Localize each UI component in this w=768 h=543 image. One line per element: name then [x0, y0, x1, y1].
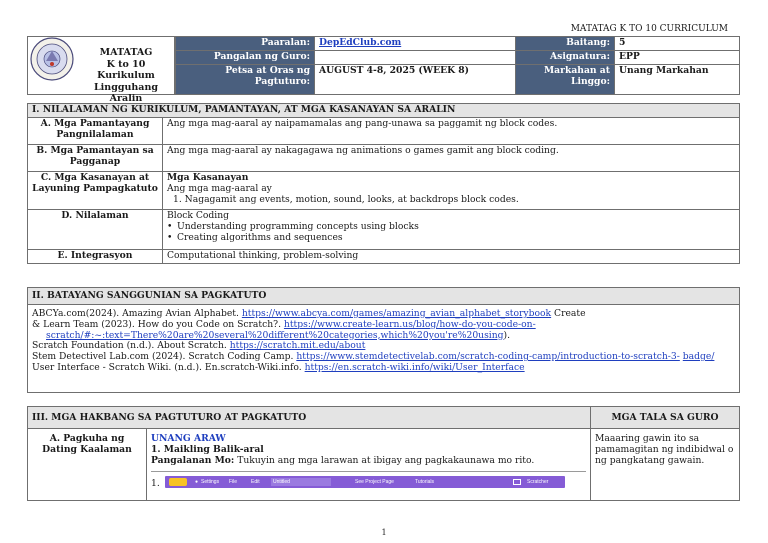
header-title-kurikulum: K to 10 Kurikulum — [97, 58, 155, 81]
baitang-label: Baitang: — [516, 37, 615, 51]
row-c-title: Mga Kasanayan — [167, 172, 249, 183]
instr-bold: Pangalanan Mo: — [151, 455, 235, 466]
petsa-label: Petsa at Oras ng Pagtuturo: — [176, 65, 315, 95]
ref2-link[interactable]: https://www.create-learn.us/blog/how-do-you-code-on- — [283, 318, 536, 330]
folder-icon — [513, 479, 521, 485]
row-c-label: C. Mga Kasanayan at Layuning Pampagkatuto — [28, 172, 163, 210]
a-label: A. Pagkuha ng Dating Kaalaman — [28, 429, 147, 501]
guro-value — [315, 51, 516, 65]
markahan-label: Markahan at Linggo: — [516, 65, 615, 95]
curriculum-tag: MATATAG K TO 10 CURRICULUM — [570, 24, 728, 34]
ref3-text: Scratch Foundation (n.d.). About Scratch. — [32, 340, 227, 352]
toolbar-user: Scratcher — [527, 479, 549, 485]
section2-box — [27, 287, 740, 393]
row-c-item: 1. Nagagamit ang events, motion, sound, looks, at backdrops block codes. — [173, 194, 519, 205]
ref2-text: & Learn Team (2023). How do you Code on Scratch?. — [32, 318, 281, 330]
scratch-toolbar-image — [165, 476, 565, 488]
toolbar-edit: Edit — [251, 479, 260, 485]
row-e-text: Computational thinking, problem-solving — [163, 250, 740, 264]
row-d-bullet: • Creating algorithms and sequences — [167, 232, 735, 243]
ref1-link[interactable]: https://www.abcya.com/games/amazing_avian_alphabet_storybook — [241, 308, 552, 319]
toolbar-project-name: Untitled — [271, 478, 331, 486]
toolbar-see-page: See Project Page — [355, 479, 394, 485]
section1-title: I. NILALAMAN NG KURIKULUM, PAMANTAYAN, AT MGA KASANAYAN SA ARALIN — [28, 104, 740, 118]
header-title-aralin: Lingguhang Aralin — [94, 81, 158, 104]
row-c-line: Ang mga mag-aaral ay — [167, 183, 272, 194]
ref3-link[interactable]: https://scratch.mit.edu/about — [229, 340, 366, 352]
section3-table — [27, 406, 740, 501]
row-d-title: Block Coding — [167, 210, 230, 221]
header-table — [175, 36, 740, 95]
paaralan-link[interactable]: DepEdClub.com — [319, 37, 402, 48]
day-label: UNANG ARAW — [151, 433, 226, 444]
section2-title: II. BATAYANG SANGGUNIAN SA PAGKATUTO — [28, 288, 739, 305]
toolbar-settings: Settings — [201, 479, 220, 485]
row-b-text: Ang mga mag-aaral ay nakagagawa ng animations o games gamit ang block coding. — [163, 145, 740, 172]
asignatura-label: Asignatura: — [516, 51, 615, 65]
instr-text: Tukuyin ang mga larawan at ibigay ang pagkakaunawa mo rito. — [234, 455, 535, 466]
row-a-label: A. Mga Pamantayang Pangnilalaman — [28, 118, 163, 145]
notes-title: MGA TALA SA GURO — [591, 407, 740, 429]
header-title-matatag: MATATAG — [99, 47, 153, 58]
ref4-link-2[interactable]: badge/ — [682, 351, 715, 363]
step-label: 1. Maikling Balik-aral — [151, 444, 264, 455]
section3-title: III. MGA HAKBANG SA PAGTUTURO AT PAGKATUTO — [28, 407, 591, 429]
paaralan-label: Paaralan: — [176, 37, 315, 51]
teacher-note: Maaaring gawin ito sa pamamagitan ng indibidwal o ng pangkatang gawain. — [591, 429, 740, 501]
globe-icon: ● — [195, 479, 199, 485]
section1-table — [27, 103, 740, 264]
ref4-link[interactable]: https://www.stemdetectivelab.com/scratch-coding-camp/introduction-to-scratch-3- — [296, 351, 680, 363]
row-b-label: B. Mga Pamantayan sa Pagganap — [28, 145, 163, 172]
petsa-value: AUGUST 4-8, 2025 (WEEK 8) — [315, 65, 516, 95]
ref4-text: Stem Detectivel Lab.com (2024). Scratch Coding Camp. — [32, 351, 294, 363]
item-number: 1. — [151, 478, 160, 489]
ref5-text: User Interface - Scratch Wiki. (n.d.). En.scratch-Wiki.info. — [32, 361, 302, 373]
toolbar-file: File — [229, 479, 238, 485]
scratch-logo — [169, 478, 187, 486]
ref2-link-cont[interactable]: scratch/#:~:text=There%20are%20several%20different%20categories,which%20you're%20using — [46, 329, 504, 341]
ref1-text: ABCYa.com(2024). Amazing Avian Alphabet. — [32, 308, 239, 319]
page-number: 1 — [381, 528, 387, 537]
baitang-value: 5 — [615, 37, 740, 51]
ref5-link[interactable]: https://en.scratch-wiki.info/wiki/User_Interface — [304, 361, 525, 373]
row-a-text: Ang mga mag-aaral ay naipamamalas ang pang-unawa sa paggamit ng block codes. — [163, 118, 740, 145]
row-e-label: E. Integrasyon — [28, 250, 163, 264]
row-d-bullet: • Understanding programming concepts using blocks — [167, 221, 735, 232]
asignatura-value: EPP — [615, 51, 740, 65]
toolbar-tutorials: Tutorials — [415, 479, 434, 485]
ref1-tail: Create — [554, 308, 586, 319]
guro-label: Pangalan ng Guro: — [176, 51, 315, 65]
row-d-label: D. Nilalaman — [28, 210, 163, 250]
markahan-value: Unang Markahan — [615, 65, 740, 95]
header-title-box — [27, 36, 175, 104]
ref2-tail: ). — [503, 329, 511, 341]
